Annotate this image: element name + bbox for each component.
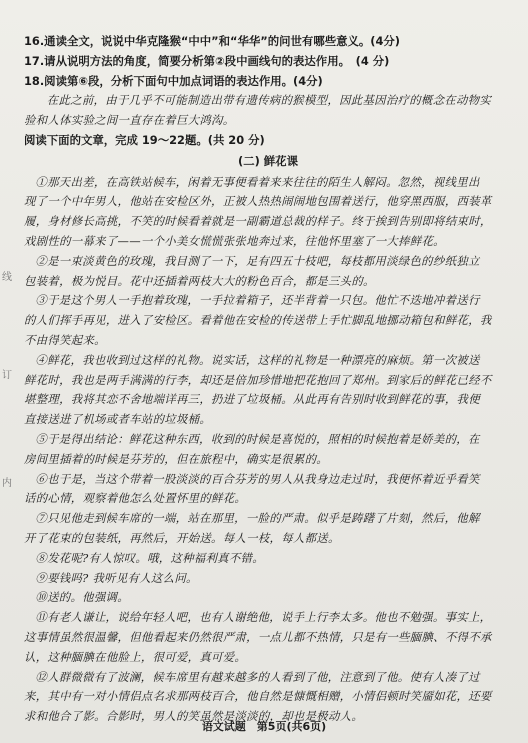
- paragraph-line: 直接送进了机场或者车站的垃圾桶。: [24, 412, 212, 427]
- article-paragraph: [24, 569, 512, 589]
- quote-line: 在此之前，由于几乎不可能制造出带有遗传病的猴模型，因此基因治疗的概念在动物实: [46, 93, 492, 108]
- article-paragraph: [24, 608, 512, 667]
- question-16: 16.通读全文，说说中华克隆猴“中中”和“华华”的问世有哪些意义。(4分): [24, 34, 401, 48]
- article-paragraph: [24, 588, 512, 608]
- paragraph-line: ⑦只见他走到候车席的一端，站在那里，一脸的严肃。似乎是踌躇了片刻，然后，他解: [35, 511, 480, 526]
- article-paragraph: [24, 351, 512, 430]
- article-paragraph: [24, 252, 512, 292]
- paragraph-line: ⑥也于是，当这个带着一股淡淡的百合芬芳的男人从我身边走过时，我便怀着近乎看笑: [35, 471, 480, 486]
- paragraph-line: 来，其中有一对小情侣点名求那两枝百合，他自然是慷慨相赠，小情侣顿时笑靥如花，还要: [24, 689, 492, 704]
- reading-instruction: 阅读下面的文章，完成 19～22题。(共 20 分): [24, 132, 265, 147]
- quote-line: 验和人体实验之间一直存在着巨大鸿沟。: [24, 113, 235, 128]
- quoted-sentence: [24, 91, 512, 131]
- question-18: 18.阅读第⑥段，分析下面句中加点词语的表达作用。(4分): [24, 73, 323, 88]
- paragraph-line: 认，这种腼腆在他脸上，很可爱，真可爱。: [24, 649, 247, 664]
- paragraph-line: ⑧发花呢?有人惊叹。哦，这种福利真不错。: [35, 550, 264, 565]
- paragraph-line: ⑪有老人谦让，说给年轻人吧，也有人谢绝他，说手上行李太多。他也不勉强。事实上，: [35, 610, 492, 625]
- paragraph-line: ⑤于是得出结论：鲜花这种东西，收到的时候是喜悦的，照相的时候抱着是娇美的，在: [35, 431, 480, 446]
- article-body: [24, 173, 512, 727]
- article-paragraph: [24, 173, 512, 252]
- paragraph-line: 戏剧性的一幕来了——一个小美女慌慌张张地奔过来，往他怀里塞了一大捧鲜花。: [24, 233, 445, 248]
- paragraph-line: ⑫人群微微有了波澜，候车席里有越来越多的人看到了他，注意到了他。使有人凑了过: [35, 669, 480, 684]
- paragraph-line: 房间里插着的时候是芬芳的，但在旅程中，确实是很累的。: [24, 451, 328, 466]
- paragraph-line: ⑨要钱吗? 我听见有人这么问。: [35, 570, 198, 585]
- paragraph-line: ①那天出差，在高铁站候车，闲着无事便看着来来往往的陌生人解闷。忽然，视线里出: [35, 174, 480, 189]
- paragraph-line: 求和他合了影。合影时，男人的笑虽然是淡淡的，却也是极动人。: [24, 709, 364, 724]
- page-content: [24, 32, 512, 727]
- question-17: 17.请从说明方法的角度，简要分析第②段中画线句的表达作用。 (4 分): [24, 53, 390, 68]
- paragraph-line: 履，身材修长高挑，不笑的时候看着就是一副霸道总裁的样子。终于挨到告别即将结束时，: [24, 214, 492, 229]
- paragraph-line: ③于是这个男人一手抱着玫瑰，一手拉着箱子，还半背着一只包。他忙不迭地冲着送行: [35, 293, 480, 308]
- paragraph-line: 开了花束的包装纸，再然后，开始送。每人一枝，每人都送。: [24, 530, 340, 545]
- paragraph-line: 现了一个中年男人，他站在安检区外，正被人热热闹闹地包围着送行，他穿黑西服，西装革: [24, 194, 492, 209]
- binding-margin-mark: 内: [2, 478, 12, 489]
- paragraph-line: 的人们挥手再见，进入了安检区。看着他在安检的传送带上手忙脚乱地挪动箱包和鲜花，我: [24, 313, 492, 328]
- paragraph-line: 鲜花时，我也是两手满满的行李，却还是倍加珍惜地把花抱回了郑州。到家后的鲜花已经不: [24, 372, 492, 387]
- article-title: (二) 鲜花课: [238, 153, 298, 168]
- article-paragraph: [24, 470, 512, 510]
- paragraph-line: 这事情虽然很温馨，但他看起来仍然很严肃，一点儿都不热情，只是有一些腼腆、不得不承: [24, 629, 492, 644]
- article-paragraph: [24, 291, 512, 350]
- paragraph-line: 包装着，极为悦目。花中还插着两枝大大的粉色百合，都是三头的。: [24, 273, 375, 288]
- binding-margin-mark: 订: [2, 370, 12, 381]
- paragraph-line: ④鲜花，我也收到过这样的礼物。说实话，这样的礼物是一种漂亮的麻烦。第一次被送: [35, 352, 480, 367]
- paragraph-line: ②是一束淡黄色的玫瑰，我目测了一下，足有四五十枝吧，每枝都用淡绿色的纱纸独立: [35, 253, 480, 268]
- article-paragraph: [24, 549, 512, 569]
- paragraph-line: 不由得笑起来。: [24, 332, 106, 347]
- article-paragraph: [24, 509, 512, 549]
- paragraph-line: 话的心情，观察着他怎么处置怀里的鲜花。: [24, 491, 247, 506]
- paragraph-line: ⑩送的。他强调。: [35, 590, 129, 605]
- page-footer: 语文试题 第5页(共6页): [201, 720, 327, 733]
- paragraph-line: 堪整理，我将其恋不舍地端详再三，扔进了垃圾桶。从此再有告别时收到鲜花的事，我便: [24, 392, 480, 407]
- article-paragraph: [24, 430, 512, 470]
- binding-margin-mark: 线: [2, 272, 12, 283]
